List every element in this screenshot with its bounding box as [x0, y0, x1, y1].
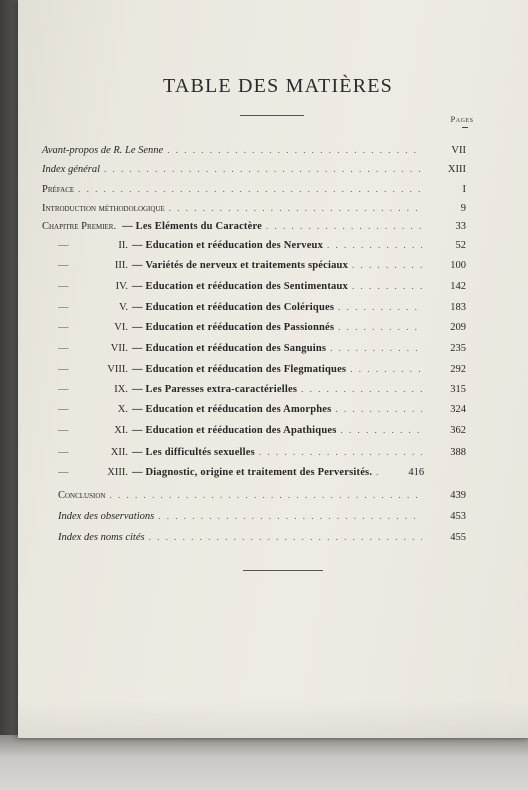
chapter-numeral: IX.: [114, 384, 128, 395]
chapter-prefix: Chapitre Premier.: [42, 221, 117, 232]
toc-page: VII: [451, 145, 466, 156]
chapter-numeral: VIII.: [107, 364, 128, 375]
toc-page: 455: [450, 532, 466, 543]
leader-dots: [301, 384, 422, 394]
chapter-numeral: X.: [117, 404, 128, 415]
toc-page: 33: [455, 221, 466, 232]
toc-label: — Diagnostic, origine et traitement des Perversités.: [132, 467, 373, 478]
toc-page: 324: [450, 404, 466, 415]
leader-dots: [376, 467, 380, 477]
leader-dots: [259, 447, 422, 457]
page-shadow: [18, 700, 528, 740]
toc-label: Index des observations: [58, 511, 155, 522]
toc-label: — Education et rééducation des Amorphes: [132, 404, 332, 415]
toc-page: 100: [450, 260, 466, 271]
pages-header-rule: [462, 127, 468, 128]
toc-entry-index-observations: [58, 511, 466, 527]
toc-entry-chapter-6: [58, 322, 466, 338]
toc-page: 439: [450, 490, 466, 501]
toc-entry-introduction: [42, 203, 466, 219]
chapter-numeral: IV.: [115, 281, 128, 292]
toc-label: — Education et rééducation des Sanguins: [132, 343, 327, 354]
leader-dots: [352, 260, 422, 270]
toc-entry-chapter-12: [58, 447, 466, 463]
leader-dots: [352, 281, 422, 291]
ditto-dash: —: [58, 384, 69, 395]
leader-dots: [327, 240, 422, 250]
leader-dots: [330, 343, 422, 353]
toc-label: Préface: [42, 184, 75, 195]
leader-dots: [104, 164, 422, 174]
toc-label: Index des noms cités: [58, 532, 145, 543]
background-table: [0, 735, 528, 790]
toc-label: — Education et rééducation des Sentimentaux: [132, 281, 348, 292]
ditto-dash: —: [58, 240, 69, 251]
leader-dots: [335, 404, 422, 414]
toc-entry-chapter-5: [58, 302, 466, 318]
chapter-numeral: XII.: [110, 447, 128, 458]
toc-entry-chapter-4: [58, 281, 466, 297]
leader-dots: [169, 203, 422, 213]
chapter-numeral: XIII.: [107, 467, 128, 478]
chapter-numeral: VII.: [110, 343, 128, 354]
pages-column-header: Pages: [450, 114, 474, 124]
toc-label: Introduction méthodologique: [42, 203, 165, 214]
leader-dots: [149, 532, 422, 542]
closing-rule: [243, 570, 323, 571]
chapter-numeral: III.: [114, 260, 128, 271]
toc-page: 416: [408, 467, 425, 478]
leader-dots: [167, 145, 422, 155]
toc-page: 9: [460, 203, 466, 214]
toc-entry-conclusion: [58, 490, 466, 506]
toc-label: — Education et rééducation des Flegmatiques: [132, 364, 347, 375]
toc-page: 362: [450, 425, 466, 436]
toc-label: — Education et rééducation des Passionnés: [132, 322, 335, 333]
toc-label: Conclusion: [58, 490, 106, 501]
chapter-numeral: XI.: [114, 425, 128, 436]
chapter-numeral: VI.: [114, 322, 128, 333]
toc-entry-chapter-13: [58, 467, 466, 483]
leader-dots: [78, 184, 422, 194]
ditto-dash: —: [58, 343, 69, 354]
toc-entry-chapter-8: [58, 364, 466, 380]
ditto-dash: —: [58, 425, 69, 436]
ditto-dash: —: [58, 281, 69, 292]
title-rule: [240, 115, 304, 116]
toc-label: — Education et rééducation des Apathiques: [132, 425, 337, 436]
leader-dots: [341, 425, 422, 435]
toc-page: 235: [450, 343, 466, 354]
toc-page: 453: [450, 511, 466, 522]
toc-label: — Education et rééducation des Nerveux: [132, 240, 324, 251]
leader-dots: [350, 364, 422, 374]
toc-label: Index général: [42, 164, 101, 175]
toc-page: 52: [455, 240, 466, 251]
ditto-dash: —: [58, 302, 69, 313]
toc-page: 292: [450, 364, 466, 375]
toc-entry-chapter-2: [58, 240, 466, 256]
toc-page: 315: [450, 384, 466, 395]
toc-page: 183: [450, 302, 466, 313]
ditto-dash: —: [58, 364, 69, 375]
toc-entry-chapter-11: [58, 425, 466, 441]
ditto-dash: —: [58, 260, 69, 271]
toc-entry-chapter-1: [42, 221, 466, 237]
leader-dots: [158, 511, 422, 521]
toc-entry-preface: [42, 184, 466, 200]
chapter-numeral: II.: [118, 240, 128, 251]
toc-entry-chapter-3: [58, 260, 466, 276]
ditto-dash: —: [58, 404, 69, 415]
ditto-dash: —: [58, 322, 69, 333]
toc-page: 209: [450, 322, 466, 333]
toc-entry-index-general: [42, 164, 466, 180]
toc-label: — Les difficultés sexuelles: [132, 447, 255, 458]
ditto-dash: —: [58, 467, 69, 478]
page-title: TABLE DES MATIÈRES: [163, 75, 393, 97]
toc-page: XIII: [447, 164, 466, 175]
leader-dots: [338, 302, 422, 312]
toc-label: — Education et rééducation des Colériques: [132, 302, 335, 313]
toc-label: — Variétés de nerveux et traitements spéciaux: [132, 260, 349, 271]
toc-entry-index-noms: [58, 532, 466, 548]
toc-page: 142: [450, 281, 466, 292]
ditto-dash: —: [58, 447, 69, 458]
book-page: [18, 0, 528, 738]
leader-dots: [338, 322, 422, 332]
toc-label: — Les Eléments du Caractère: [122, 221, 263, 232]
toc-page: 388: [450, 447, 466, 458]
toc-entry-chapter-7: [58, 343, 466, 359]
leader-dots: [109, 490, 422, 500]
toc-page: I: [462, 184, 466, 195]
toc-label: — Les Paresses extra-caractérielles: [132, 384, 298, 395]
chapter-numeral: V.: [119, 302, 128, 313]
toc-entry-avant-propos: [42, 145, 466, 161]
toc-entry-chapter-10: [58, 404, 466, 420]
leader-dots: [266, 221, 422, 231]
toc-label: Avant-propos de R. Le Senne: [42, 145, 164, 156]
toc-entry-chapter-9: [58, 384, 466, 400]
